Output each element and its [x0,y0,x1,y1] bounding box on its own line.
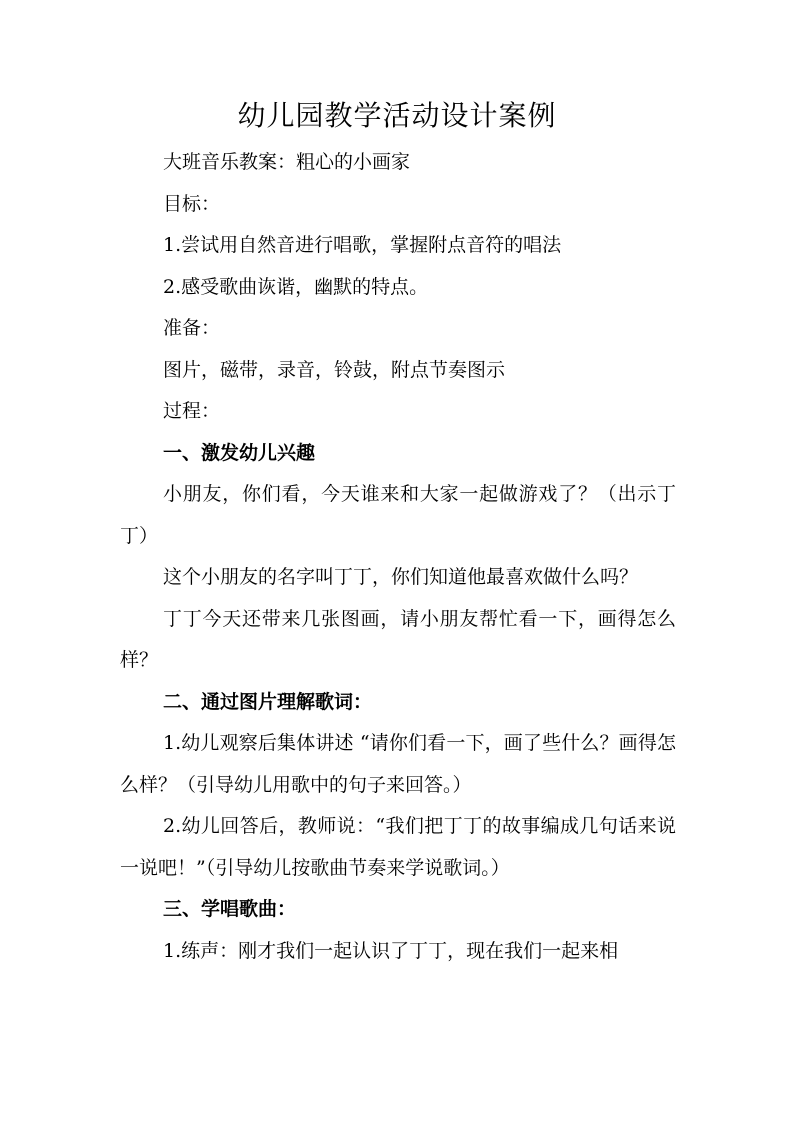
section1-paragraph-1: 小朋友，你们看，今天谁来和大家一起做游戏了？（出示丁丁） [120,483,676,547]
course-title: 大班音乐教案：粗心的小画家 [163,151,411,173]
document-body [120,142,676,972]
section2-paragraph-2: 2.幼儿回答后，教师说：“我们把丁丁的故事编成几句话来说一说吧！”（引导幼儿按歌曲节奏来学说歌词。） [120,815,676,879]
section3-paragraph-1: 1.练声：刚才我们一起认识了丁丁，现在我们一起来相 [163,939,619,962]
section1-paragraph-2: 这个小朋友的名字叫丁丁，你们知道他最喜欢做什么吗？ [163,566,639,588]
goals-label: 目标： [163,192,221,215]
section1-paragraph-3: 丁丁今天还带来几张图画，请小朋友帮忙看一下，画得怎么样？ [120,607,676,671]
section-heading-3: 三、学唱歌曲： [163,898,297,920]
goal-item-2: 2.感受歌曲诙谐，幽默的特点。 [163,275,429,298]
process-label: 过程： [163,400,221,422]
document-title: 幼儿园教学活动设计案例 [237,99,557,132]
preparation-label: 准备： [163,317,221,339]
section2-paragraph-1: 1.幼儿观察后集体讲述 “请你们看一下，画了些什么？画得怎么样？（引导幼儿用歌中的句子来回答。） [120,732,676,796]
section-heading-2: 二、通过图片理解歌词： [163,690,373,713]
section-heading-1: 一、激发幼儿兴趣 [163,441,316,464]
goal-item-1: 1.尝试用自然音进行唱歌，掌握附点音符的唱法 [163,234,562,256]
preparation-items: 图片，磁带，录音，铃鼓，附点节奏图示 [163,358,506,381]
